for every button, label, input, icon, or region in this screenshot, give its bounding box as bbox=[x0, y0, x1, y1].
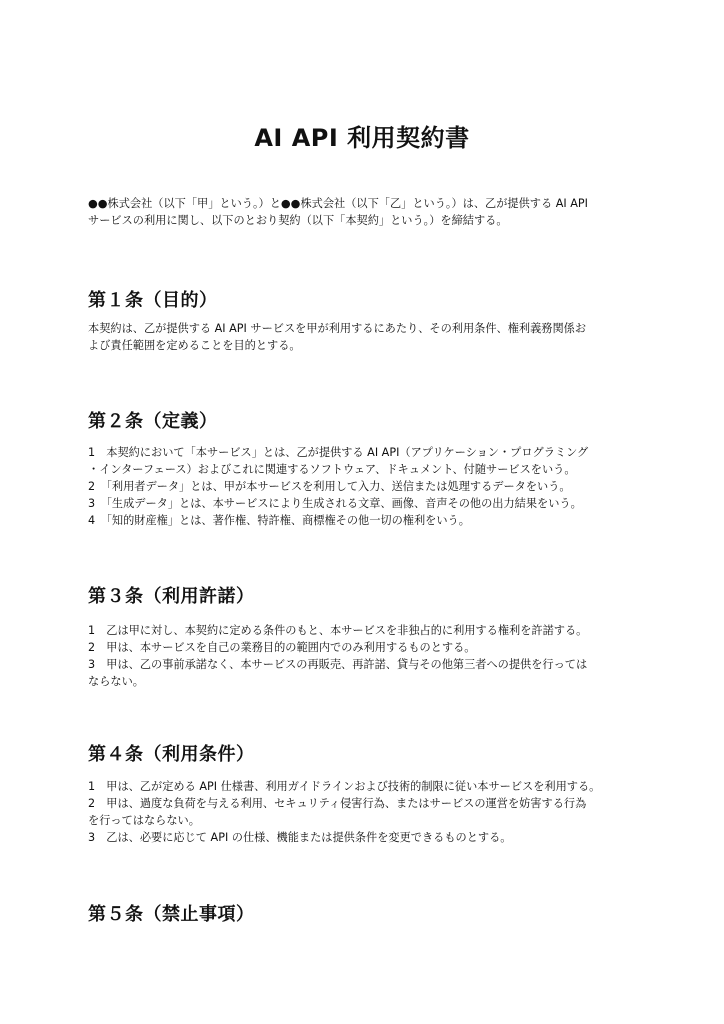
article-line: 3 乙は、必要に応じて API の仕様、機能または提供条件を変更できるものとする。 bbox=[88, 831, 512, 844]
article-line: 本契約は、乙が提供する AI API サービスを甲が利用するにあたり、その利用条件、権利義務関係お bbox=[88, 322, 587, 335]
article-4-body bbox=[88, 778, 648, 846]
article-3-body bbox=[88, 622, 648, 690]
article-line: 2 甲は、本サービスを自己の業務目的の範囲内でのみ利用するものとする。 bbox=[88, 641, 476, 654]
article-2-body bbox=[88, 444, 648, 529]
article-5-heading: 第５条（禁止事項） bbox=[88, 904, 255, 925]
preamble-line: ●●株式会社（以下「甲」という。）と●●株式会社（以下「乙」という。）は、乙が提供する AI API bbox=[88, 197, 588, 210]
article-line: 2 甲は、過度な負荷を与える利用、セキュリティ侵害行為、またはサービスの運営を妨害する行為 bbox=[88, 797, 587, 810]
article-4-heading: 第４条（利用条件） bbox=[88, 744, 255, 765]
article-line: 3 甲は、乙の事前承諾なく、本サービスの再販売、再許諾、貸与その他第三者への提供を行っては bbox=[88, 658, 588, 671]
preamble-line: サービスの利用に関し、以下のとおり契約（以下「本契約」という。）を締結する。 bbox=[88, 214, 508, 227]
article-3-heading: 第３条（利用許諾） bbox=[88, 586, 255, 607]
article-line: 4 「知的財産権」とは、著作権、特許権、商標権その他一切の権利をいう。 bbox=[88, 514, 470, 527]
preamble-paragraph bbox=[88, 195, 648, 229]
document-title: AI API 利用契約書 bbox=[254, 124, 470, 152]
article-line: ならない。 bbox=[88, 675, 144, 688]
article-line: を行ってはならない。 bbox=[88, 814, 200, 827]
article-line: よび責任範囲を定めることを目的とする。 bbox=[88, 339, 301, 352]
article-line: 1 本契約において「本サービス」とは、乙が提供する AI API（アプリケーション・プログラミング bbox=[88, 446, 589, 459]
article-2-heading: 第２条（定義） bbox=[88, 411, 218, 432]
article-1-heading: 第１条（目的） bbox=[88, 290, 218, 311]
article-line: 2 「利用者データ」とは、甲が本サービスを利用して入力、送信または処理するデータをいう。 bbox=[88, 480, 571, 493]
article-line: 1 甲は、乙が定める API 仕様書、利用ガイドラインおよび技術的制限に従い本サービスを利用する。 bbox=[88, 780, 601, 793]
article-line: 3 「生成データ」とは、本サービスにより生成される文章、画像、音声その他の出力結果をいう。 bbox=[88, 497, 582, 510]
article-1-body bbox=[88, 320, 648, 354]
article-line: 1 乙は甲に対し、本契約に定める条件のもと、本サービスを非独占的に利用する権利を許諾する。 bbox=[88, 624, 588, 637]
article-line: ・インターフェース）およびこれに関連するソフトウェア、ドキュメント、付随サービスをいう。 bbox=[88, 463, 576, 476]
